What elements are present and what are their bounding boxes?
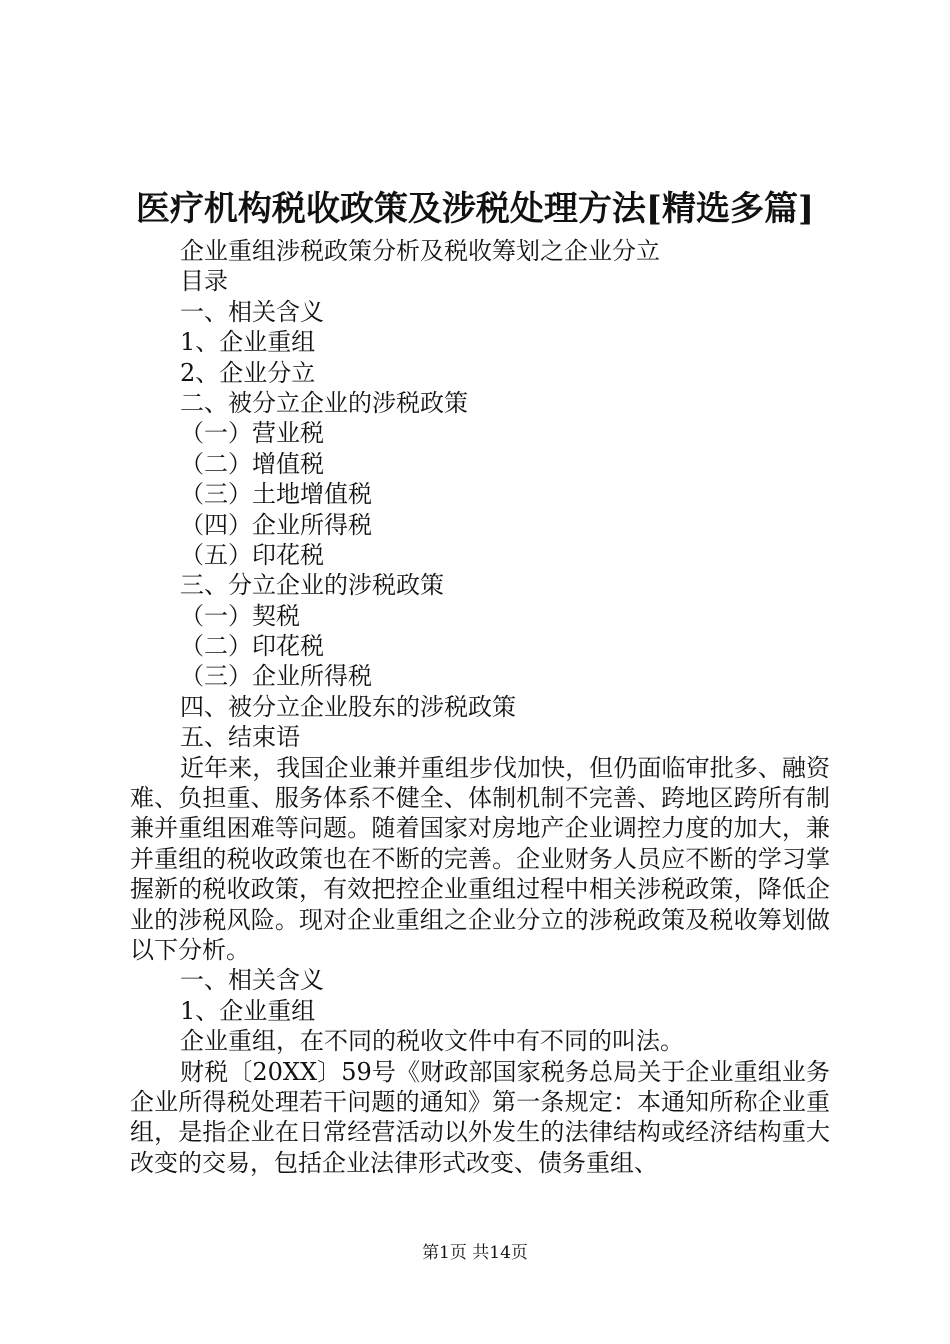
body-line: （三）土地增值税 <box>180 480 372 509</box>
body-paragraph: 财税〔20XX〕59号《财政部国家税务总局关于企业重组业务企业所得税处理若干问题的通知》第一条规定：本通知所称企业重组，是指企业在日常经营活动以外发生的法律结构或经济结构重大改变的交易，包括企业法律形式改变、债务重组、 <box>130 1057 830 1177</box>
body-line: （四）企业所得税 <box>180 510 372 539</box>
page-footer: 第1页 共14页 <box>422 1243 528 1263</box>
body-line: 三、分立企业的涉税政策 <box>180 571 444 600</box>
body-line: （五）印花税 <box>180 540 324 569</box>
document-body <box>130 236 830 1178</box>
body-line: 2、企业分立 <box>180 358 316 387</box>
body-line: 四、被分立企业股东的涉税政策 <box>180 692 516 721</box>
body-line: 五、结束语 <box>180 723 300 752</box>
body-line: （三）企业所得税 <box>180 662 372 691</box>
body-line: 一、相关含义 <box>180 297 324 326</box>
body-line: 企业重组，在不同的税收文件中有不同的叫法。 <box>180 1027 684 1056</box>
body-line: 1、企业重组 <box>180 996 316 1025</box>
body-line: （一）营业税 <box>180 419 324 448</box>
body-line: 1、企业重组 <box>180 328 316 357</box>
body-line: 目录 <box>180 267 228 296</box>
body-line: （二）增值税 <box>180 449 324 478</box>
body-line: 一、相关含义 <box>180 966 324 995</box>
body-line: （二）印花税 <box>180 632 324 661</box>
body-line: 二、被分立企业的涉税政策 <box>180 388 468 417</box>
document-title: 医疗机构税收政策及涉税处理方法[精选多篇] <box>135 189 815 229</box>
body-line: 企业重组涉税政策分析及税收筹划之企业分立 <box>180 237 660 265</box>
body-line: （一）契税 <box>180 601 300 630</box>
body-paragraph: 近年来，我国企业兼并重组步伐加快，但仍面临审批多、融资难、负担重、服务体系不健全、体制机制不完善、跨地区跨所有制兼并重组困难等问题。随着国家对房地产企业调控力度的加大，兼并重组的税收政策也在不断的完善。企业财务人员应不断的学习掌握新的税收政策，有效把控企业重组过程中相关涉税政策，降低企业的涉税风险。现对企业重组之企业分立的涉税政策及税收筹划做以下分析。 <box>130 753 830 965</box>
